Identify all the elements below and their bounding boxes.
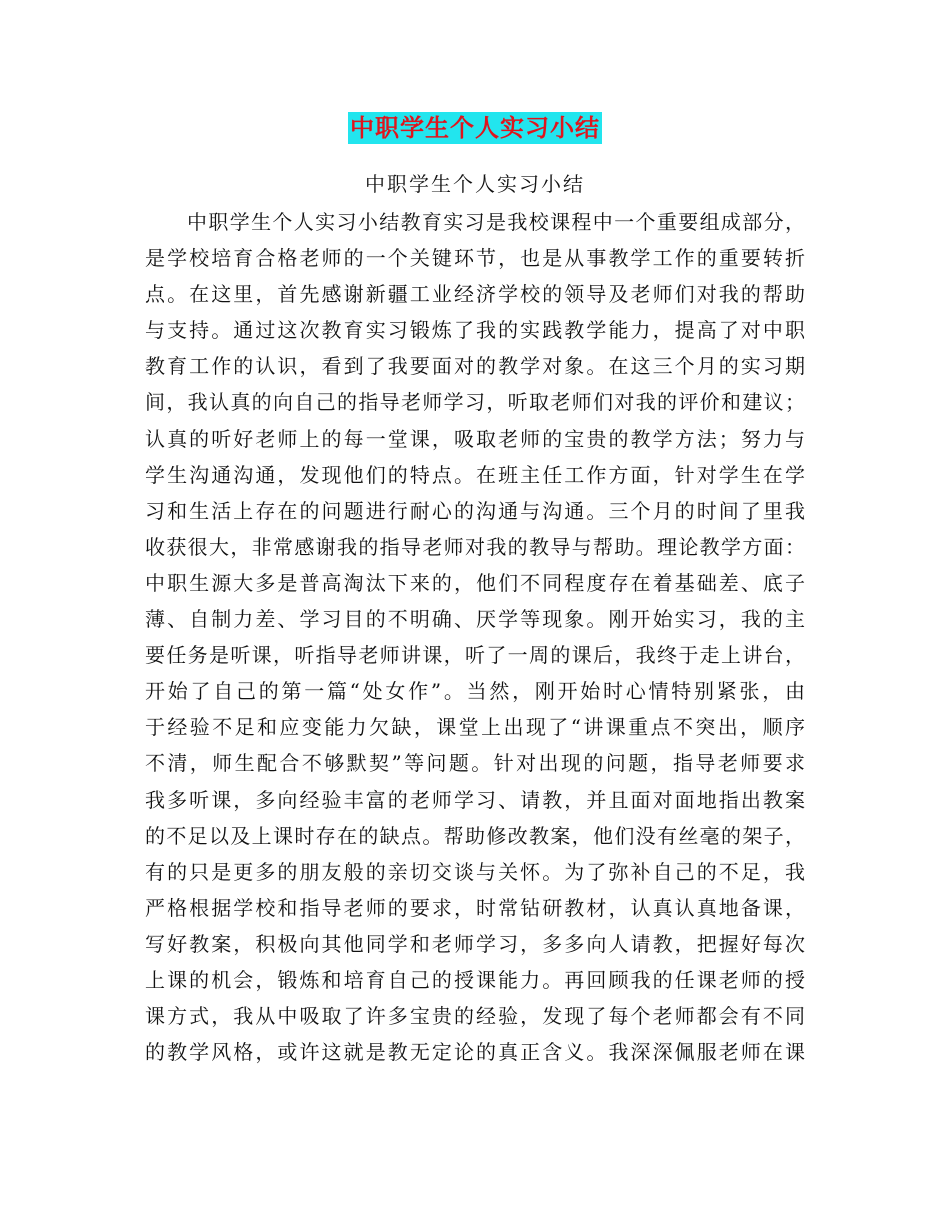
text-line: 中职生源大多是普高淘汰下来的，他们不同程度存在着基础差、底子 bbox=[145, 570, 805, 595]
text-line: 间，我认真的向自己的指导老师学习，听取老师们对我的评价和建议； bbox=[145, 390, 805, 415]
heading-container bbox=[0, 112, 950, 144]
text-line: 上课的机会，锻炼和培育自己的授课能力。再回顾我的任课老师的授 bbox=[145, 967, 805, 992]
text-line: 的不足以及上课时存在的缺点。帮助修改教案，他们没有丝毫的架子， bbox=[145, 823, 805, 848]
document-subtitle: 中职学生个人实习小结 bbox=[365, 172, 585, 196]
text-line: 于经验不足和应变能力欠缺，课堂上出现了“讲课重点不突出，顺序 bbox=[145, 715, 805, 740]
document-heading: 中职学生个人实习小结 bbox=[350, 114, 600, 142]
text-line: 写好教案，积极向其他同学和老师学习，多多向人请教，把握好每次 bbox=[145, 931, 805, 956]
text-line: 习和生活上存在的问题进行耐心的沟通与沟通。三个月的时间了里我 bbox=[145, 498, 805, 523]
text-line: 教育工作的认识，看到了我要面对的教学对象。在这三个月的实习期 bbox=[145, 354, 805, 379]
text-line: 是学校培育合格老师的一个关键环节，也是从事教学工作的重要转折 bbox=[145, 246, 805, 271]
text-line: 有的只是更多的朋友般的亲切交谈与关怀。为了弥补自己的不足，我 bbox=[145, 859, 805, 884]
text-line: 认真的听好老师上的每一堂课，吸取老师的宝贵的教学方法；努力与 bbox=[145, 426, 805, 451]
text-line: 的教学风格，或许这就是教无定论的真正含义。我深深佩服老师在课 bbox=[145, 1040, 805, 1065]
text-line: 学生沟通沟通，发现他们的特点。在班主任工作方面，针对学生在学 bbox=[145, 462, 805, 487]
text-line: 与支持。通过这次教育实习锻炼了我的实践教学能力，提高了对中职 bbox=[145, 318, 805, 343]
text-line: 严格根据学校和指导老师的要求，时常钻研教材，认真认真地备课， bbox=[145, 895, 805, 920]
text-line: 课方式，我从中吸取了许多宝贵的经验，发现了每个老师都会有不同 bbox=[145, 1004, 805, 1029]
text-line: 收获很大，非常感谢我的指导老师对我的教导与帮助。理论教学方面： bbox=[145, 534, 805, 559]
text-line: 我多听课，多向经验丰富的老师学习、请教，并且面对面地指出教案 bbox=[145, 787, 805, 812]
text-line: 点。在这里，首先感谢新疆工业经济学校的领导及老师们对我的帮助 bbox=[145, 282, 805, 307]
text-line: 中职学生个人实习小结教育实习是我校课程中一个重要组成部分， bbox=[187, 210, 805, 234]
text-line: 开始了自己的第一篇“处女作”。当然，刚开始时心情特别紧张，由 bbox=[145, 679, 805, 704]
text-line: 薄、自制力差、学习目的不明确、厌学等现象。刚开始实习，我的主 bbox=[145, 607, 805, 632]
text-line: 要任务是听课，听指导老师讲课，听了一周的课后，我终于走上讲台， bbox=[145, 643, 805, 668]
text-line: 不清，师生配合不够默契”等问题。针对出现的问题，指导老师要求 bbox=[145, 751, 805, 776]
document-body bbox=[145, 204, 805, 1070]
